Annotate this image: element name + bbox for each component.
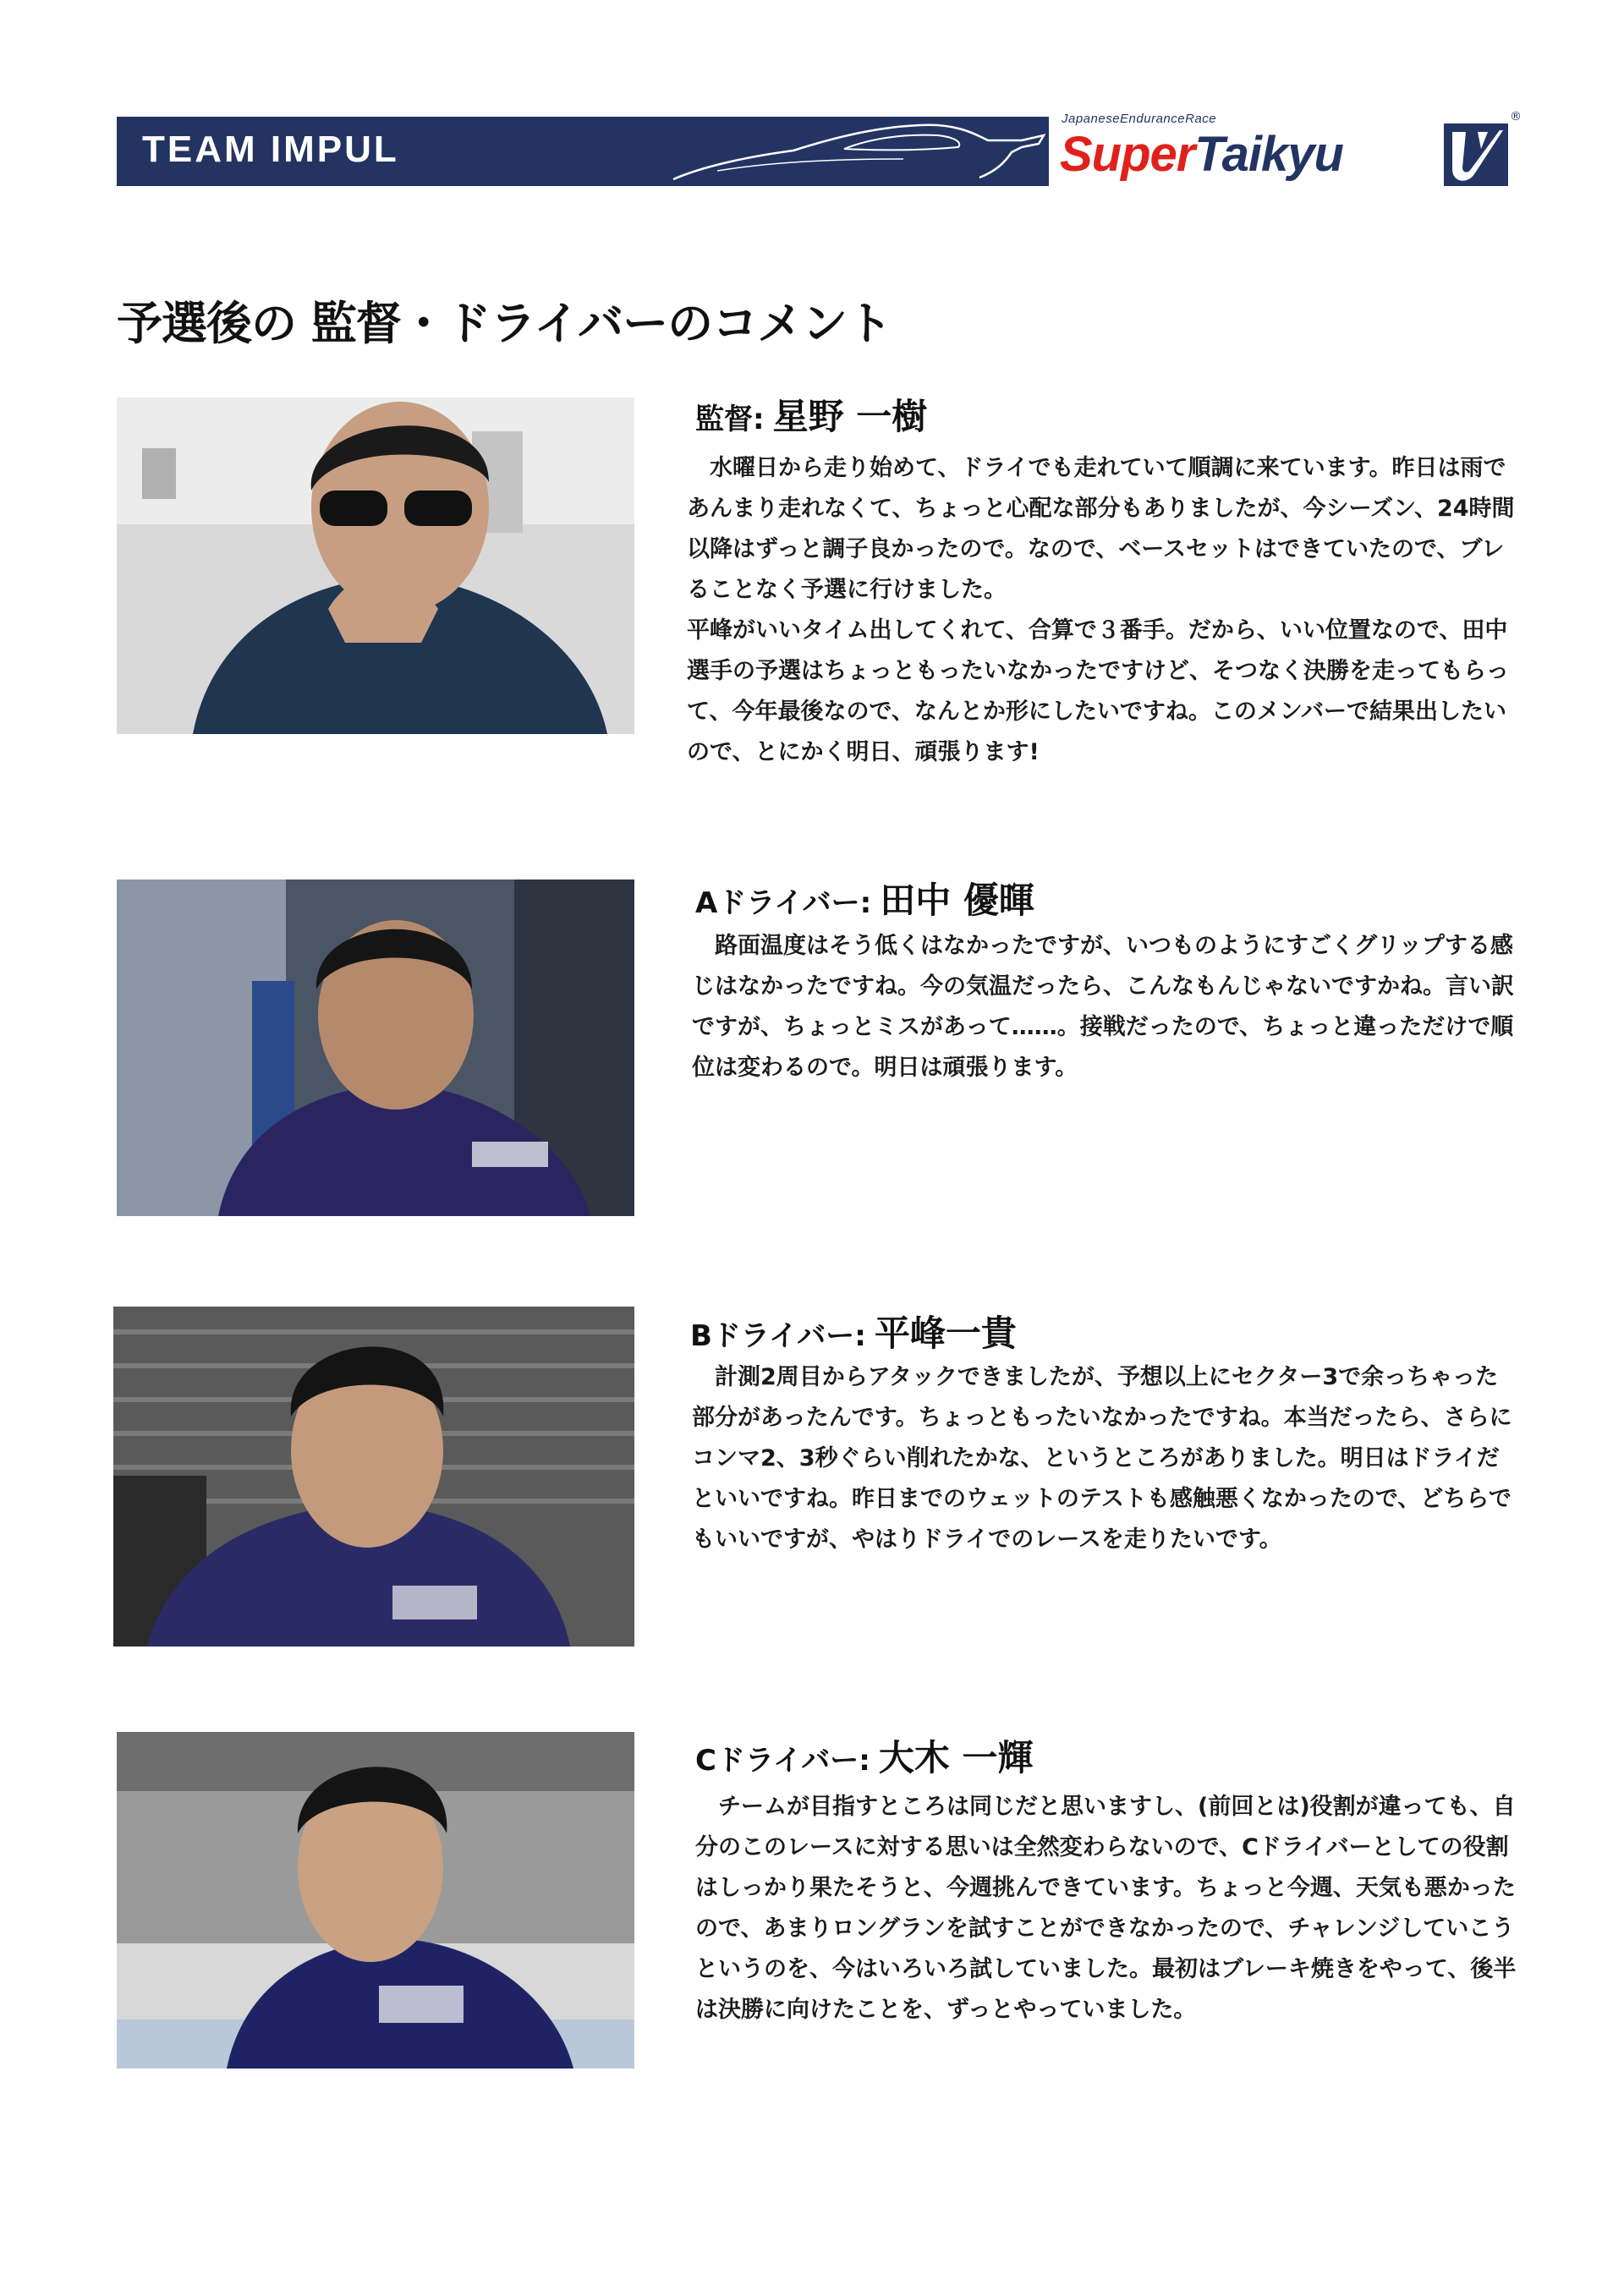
- logo-emblem-icon: [1440, 115, 1512, 186]
- role-label: 監督:: [695, 403, 765, 436]
- page-title: 予選後の 監督・ドライバーのコメント: [117, 297, 892, 350]
- comment-paragraph: 路面温度はそう低くはなかったですが、いつものようにすごくグリップする感じはなかったですね。今の気温だったら、こんなもんじゃないですかね。言い訳ですが、ちょっとミスがあって……。接戦だったので、ちょっと違っただけで順位は変わるので。明日は頑張ります。: [692, 933, 1514, 1081]
- person-name: 星野 一樹: [772, 396, 928, 437]
- header-bar: [117, 117, 1049, 186]
- driver-c-comment: [695, 1787, 1524, 2030]
- driver-a-heading: [695, 873, 1034, 923]
- person-name: 平峰一貴: [874, 1312, 1017, 1354]
- person-name: 大木 一輝: [878, 1737, 1034, 1778]
- comment-paragraph: 平峰がいいタイム出してくれて、合算で３番手。だから、いい位置なので、田中選手の予選はちょっともったいなかったですけど、そつなく決勝を走ってもらって、今年最後なので、なんとか形にしたいですね。このメンバーで結果出したいので、とにかく明日、頑張ります!: [687, 617, 1509, 765]
- driver-a-comment: [692, 926, 1521, 1088]
- driver-b-comment: [692, 1357, 1521, 1560]
- driver-b-heading: [690, 1306, 1017, 1356]
- team-name: TEAM IMPUL: [142, 129, 399, 170]
- comment-paragraph: 計測2周目からアタックできましたが、予想以上にセクター3で余っちゃった部分があったんです。ちょっともったいなかったですね。本当だったら、さらにコンマ2、3秒ぐらい削れたかな、というところがありました。明日はドライだといいですね。昨日までのウェットのテストも感触悪くなかったので、どちらでもいいですが、やはりドライでのレースを走りたいです。: [692, 1364, 1512, 1553]
- comment-paragraph: 水曜日から走り始めて、ドライでも走れていて順調に来ています。昨日は雨であんまり走れなくて、ちょっと心配な部分もありましたが、今シーズン、24時間以降はずっと調子良かったので。なので、ベースセットはできていたので、ブレることなく予選に行けました。: [687, 455, 1515, 603]
- car-silhouette-icon: [667, 118, 1047, 184]
- logo-taikyu: Taikyu: [1194, 127, 1343, 182]
- role-label: Bドライバー:: [690, 1319, 866, 1353]
- driver-c-photo: [117, 1732, 634, 2069]
- director-heading: [695, 389, 927, 440]
- driver-c-heading: [695, 1730, 1033, 1781]
- comment-paragraph: チームが目指すところは同じだと思いますし、(前回とは)役割が違っても、自分のこのレースに対する思いは全然変わらないので、Cドライバーとしての役割はしっかり果たそうと、今週挑んできています。ちょっと今週、天気も悪かったので、あまりロングランを試すことができなかったので、チャレンジしていこうというのを、今はいろいろ試していました。最初はブレーキ焼きをやって、後半は決勝に向けたことを、ずっとやっていました。: [695, 1794, 1517, 2023]
- role-label: Cドライバー:: [695, 1744, 870, 1778]
- person-name: 田中 優暉: [880, 879, 1034, 921]
- logo-tagline: JapaneseEnduranceRace: [1062, 112, 1217, 126]
- super-taikyu-logo: [1060, 110, 1522, 193]
- driver-a-photo: [117, 879, 634, 1216]
- logo-super: Super: [1060, 127, 1195, 182]
- driver-b-photo: [113, 1307, 634, 1647]
- registered-mark: ®: [1510, 110, 1522, 123]
- director-comment: [687, 448, 1516, 773]
- logo-wordmark: [1060, 123, 1343, 186]
- director-photo: [117, 397, 634, 734]
- role-label: Aドライバー:: [695, 886, 872, 920]
